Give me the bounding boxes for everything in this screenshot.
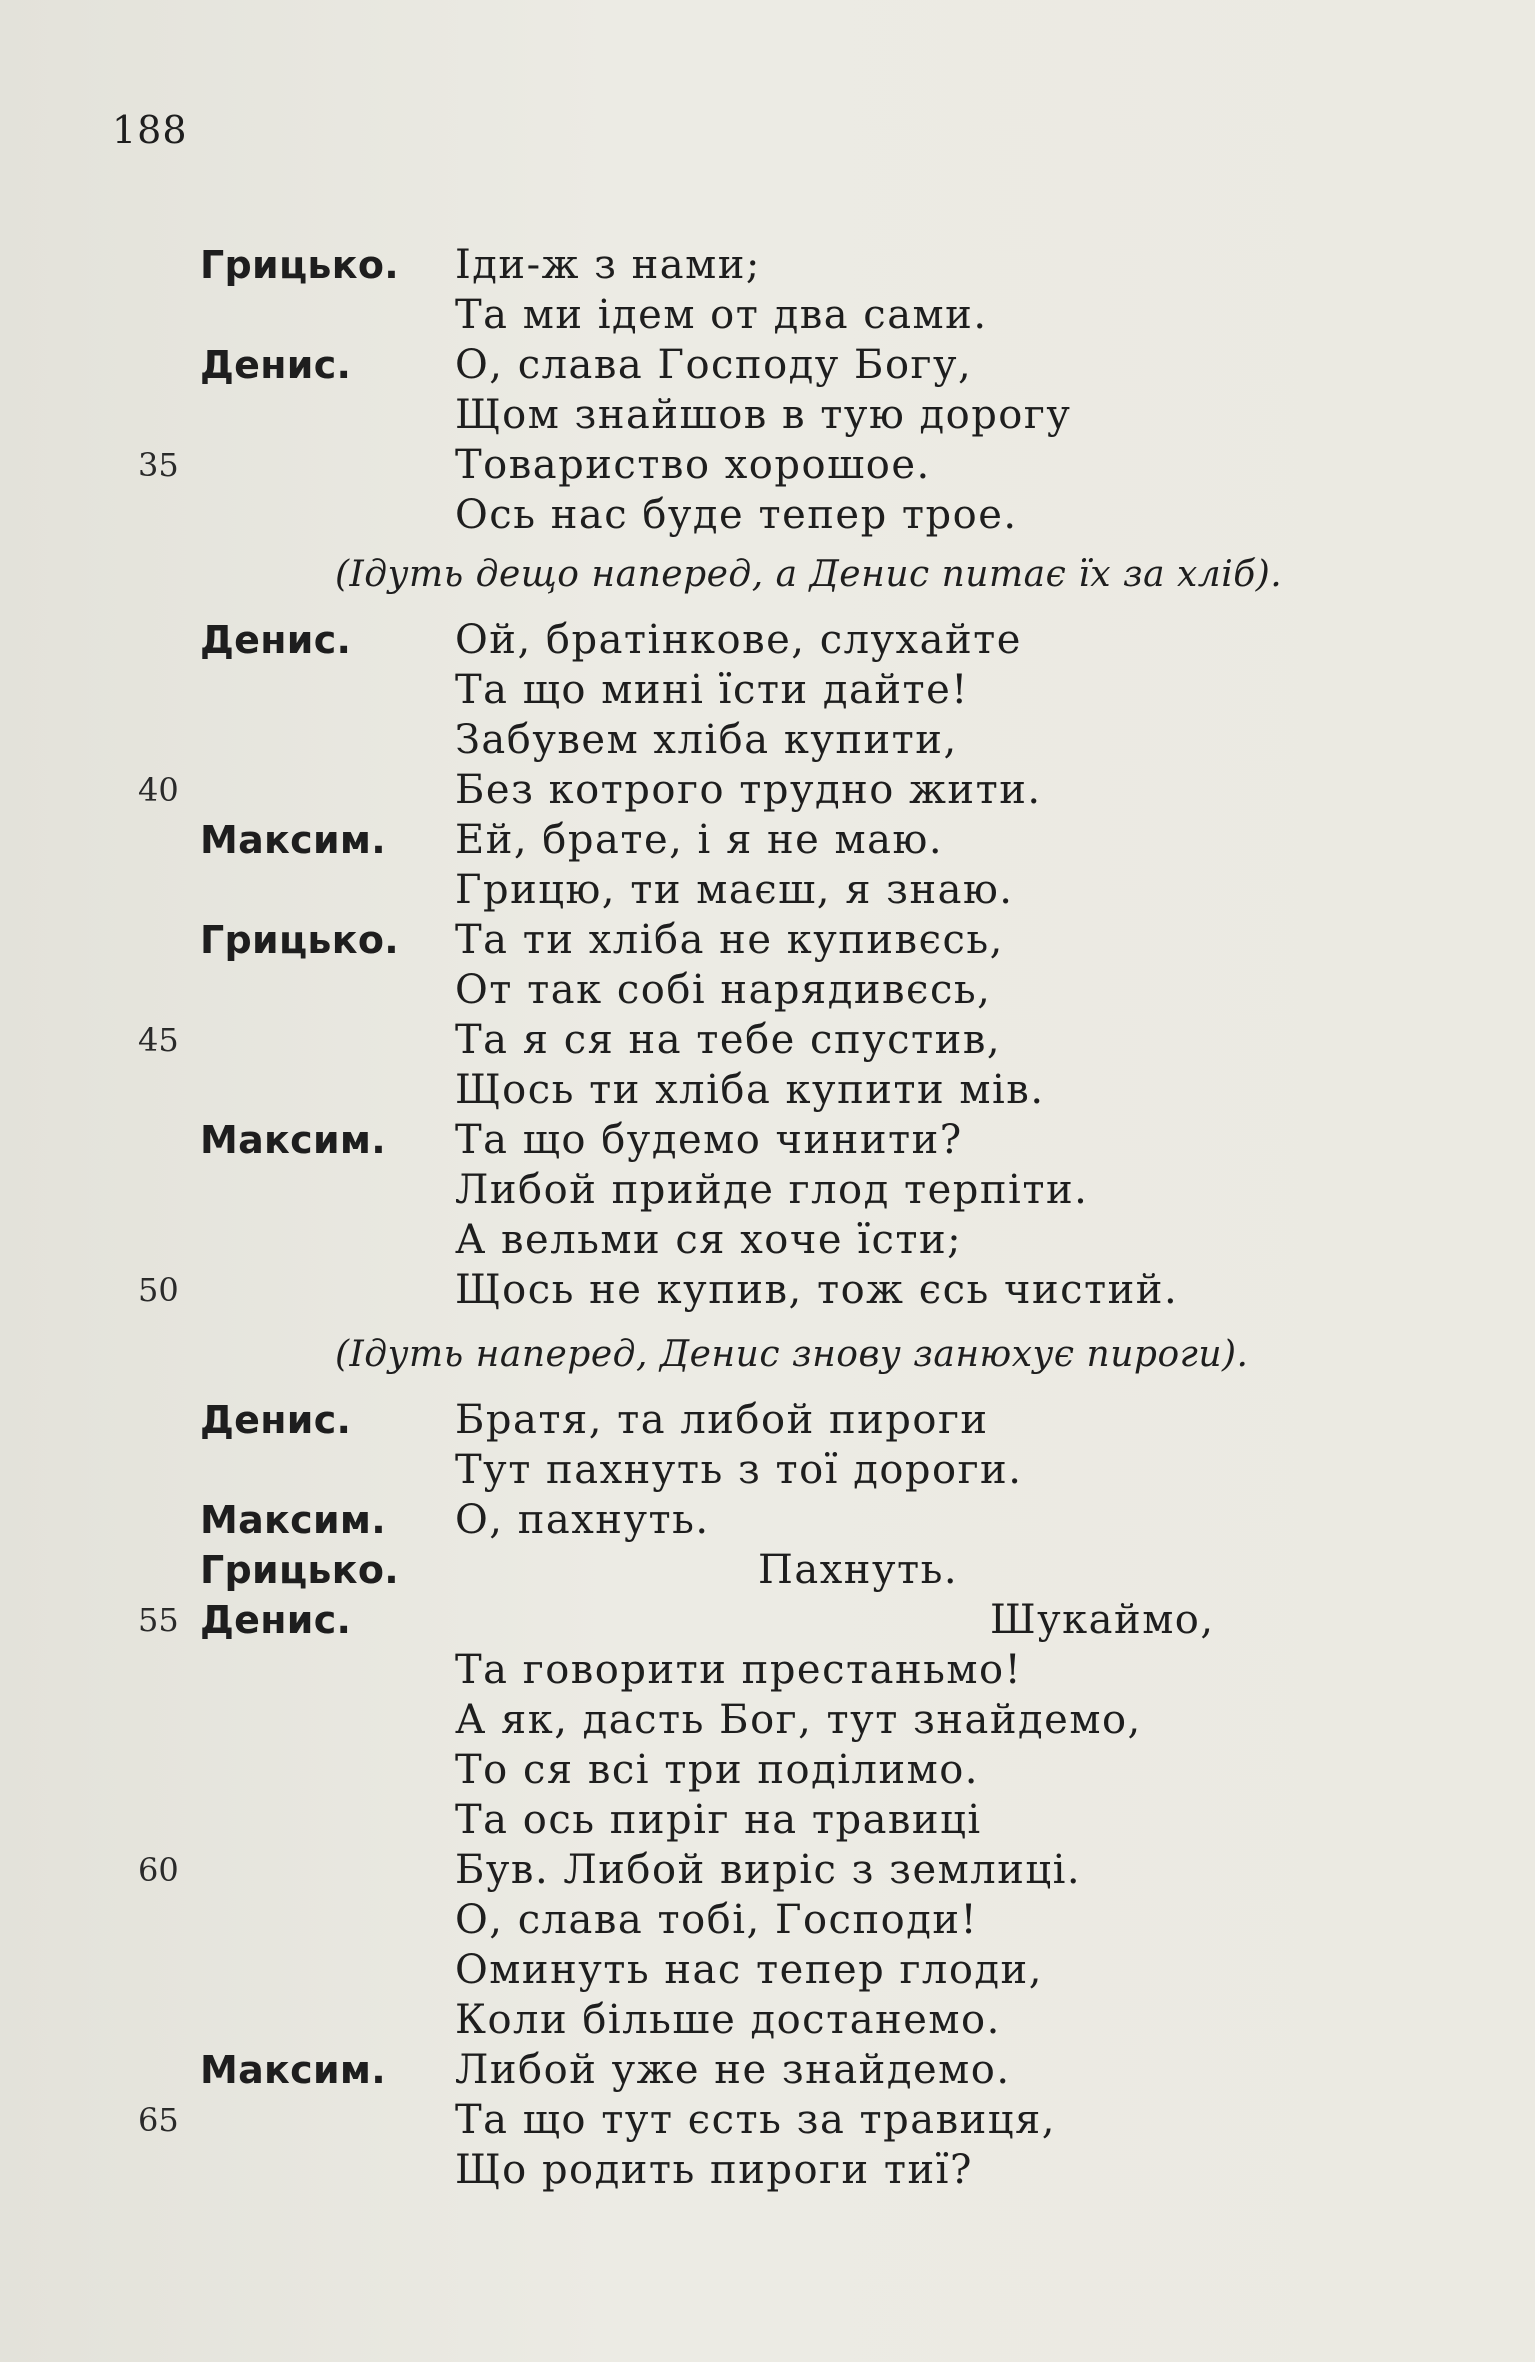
verse-text: О, слава тобі, Господи! bbox=[455, 1897, 979, 1943]
verse-text: Шукаймо, bbox=[990, 1597, 1215, 1643]
stage-direction bbox=[0, 550, 1535, 600]
verse-line bbox=[0, 665, 1535, 715]
verse-line bbox=[0, 1695, 1535, 1745]
verse-line bbox=[0, 1215, 1535, 1265]
verse-line bbox=[0, 440, 1535, 490]
verse-line bbox=[0, 2045, 1535, 2095]
verse-text: Либой прийде глод терпіти. bbox=[455, 1167, 1089, 1213]
verse-text: Щось не купив, тож єсь чистий. bbox=[455, 1267, 1179, 1313]
speaker-name: Максим. bbox=[200, 2048, 386, 2092]
verse-text: Братя, та либой пироги bbox=[455, 1397, 989, 1443]
line-number: 65 bbox=[138, 2101, 179, 2139]
verse-text: Оминуть нас тепер глоди, bbox=[455, 1947, 1043, 1993]
speaker-name: Денис. bbox=[200, 343, 352, 387]
verse-line bbox=[0, 1015, 1535, 1065]
line-number: 50 bbox=[138, 1271, 179, 1309]
verse-line bbox=[0, 2095, 1535, 2145]
verse-line bbox=[0, 765, 1535, 815]
verse-text: О, пахнуть. bbox=[455, 1497, 710, 1543]
verse-line bbox=[0, 290, 1535, 340]
verse-text: Та що будемо чинити? bbox=[455, 1117, 963, 1163]
line-number: 55 bbox=[138, 1601, 179, 1639]
verse-line bbox=[0, 1745, 1535, 1795]
verse-text: Та говорити престаньмо! bbox=[455, 1647, 1023, 1693]
verse-line bbox=[0, 1065, 1535, 1115]
verse-line bbox=[0, 2145, 1535, 2195]
verse-line bbox=[0, 1115, 1535, 1165]
verse-text: Був. Либой виріс з землиці. bbox=[455, 1847, 1082, 1893]
verse-line bbox=[0, 1845, 1535, 1895]
line-number: 45 bbox=[138, 1021, 179, 1059]
stage-direction-text: (Ідуть дещо наперед, а Денис питає їх за хліб). bbox=[335, 554, 1283, 595]
line-number: 35 bbox=[138, 446, 179, 484]
speaker-name: Денис. bbox=[200, 1398, 352, 1442]
verse-text: То ся всі три поділимо. bbox=[455, 1747, 980, 1793]
verse-line bbox=[0, 915, 1535, 965]
verse-line bbox=[0, 965, 1535, 1015]
verse-line bbox=[0, 240, 1535, 290]
verse-text: Пахнуть. bbox=[758, 1547, 959, 1593]
speaker-name: Грицько. bbox=[200, 243, 399, 287]
verse-text: А вельми ся хоче їсти; bbox=[455, 1217, 963, 1263]
speaker-name: Денис. bbox=[200, 1598, 352, 1642]
verse-text: А як, дасть Бог, тут знайдемо, bbox=[455, 1697, 1142, 1743]
verse-line bbox=[0, 490, 1535, 540]
stage-direction-text: (Ідуть наперед, Денис знову занюхує пироги). bbox=[335, 1334, 1249, 1375]
verse-text: Грицю, ти маєш, я знаю. bbox=[455, 867, 1014, 913]
verse-text: Товариство хорошое. bbox=[455, 442, 931, 488]
verse-text: Та ось пиріг на травиці bbox=[455, 1797, 982, 1843]
verse-text: Тут пахнуть з тої дороги. bbox=[455, 1447, 1023, 1493]
line-number: 40 bbox=[138, 771, 179, 809]
verse-text: Щось ти хліба купити мів. bbox=[455, 1067, 1045, 1113]
speaker-name: Грицько. bbox=[200, 1548, 399, 1592]
verse-line bbox=[0, 1445, 1535, 1495]
verse-text: От так собі нарядивєсь, bbox=[455, 967, 992, 1013]
verse-text: Ой, братінкове, слухайте bbox=[455, 617, 1022, 663]
verse-text: Та я ся на тебе спустив, bbox=[455, 1017, 1002, 1063]
verse-text: Та що мині їсти дайте! bbox=[455, 667, 969, 713]
verse-text: Та що тут єсть за травиця, bbox=[455, 2097, 1056, 2143]
verse-line bbox=[0, 1645, 1535, 1695]
verse-line bbox=[0, 865, 1535, 915]
verse-text: Та ти хліба не купивєсь, bbox=[455, 917, 1004, 963]
verse-line bbox=[0, 340, 1535, 390]
verse-text: О, слава Господу Богу, bbox=[455, 342, 973, 388]
verse-text: Ей, брате, і я не маю. bbox=[455, 817, 944, 863]
verse-line bbox=[0, 1595, 1535, 1645]
verse-text: Ось нас буде тепер трое. bbox=[455, 492, 1018, 538]
verse-text: Коли більше достанемо. bbox=[455, 1997, 1001, 2043]
verse-text: Без котрого трудно жити. bbox=[455, 767, 1042, 813]
stage-direction bbox=[0, 1330, 1535, 1380]
verse-line bbox=[0, 390, 1535, 440]
speaker-name: Денис. bbox=[200, 618, 352, 662]
verse-line bbox=[0, 1545, 1535, 1595]
verse-text: Забувем хліба купити, bbox=[455, 717, 958, 763]
speaker-name: Максим. bbox=[200, 1118, 386, 1162]
page-number: 188 bbox=[112, 108, 188, 152]
speaker-name: Максим. bbox=[200, 818, 386, 862]
verse-text: Та ми ідем от два сами. bbox=[455, 292, 988, 338]
verse-line bbox=[0, 815, 1535, 865]
verse-line bbox=[0, 615, 1535, 665]
verse-line bbox=[0, 1795, 1535, 1845]
verse-line bbox=[0, 715, 1535, 765]
verse-line bbox=[0, 1945, 1535, 1995]
verse-line bbox=[0, 1265, 1535, 1315]
verse-line bbox=[0, 1495, 1535, 1545]
verse-text: Іди-ж з нами; bbox=[455, 242, 761, 288]
verse-line bbox=[0, 1395, 1535, 1445]
verse-text: Щом знайшов в тую дорогу bbox=[455, 392, 1072, 438]
line-number: 60 bbox=[138, 1851, 179, 1889]
speaker-name: Максим. bbox=[200, 1498, 386, 1542]
verse-line bbox=[0, 1895, 1535, 1945]
speaker-name: Грицько. bbox=[200, 918, 399, 962]
verse-text: Що родить пироги тиї? bbox=[455, 2147, 973, 2193]
verse-line bbox=[0, 1995, 1535, 2045]
verse-line bbox=[0, 1165, 1535, 1215]
verse-text: Либой уже не знайдемо. bbox=[455, 2047, 1011, 2093]
